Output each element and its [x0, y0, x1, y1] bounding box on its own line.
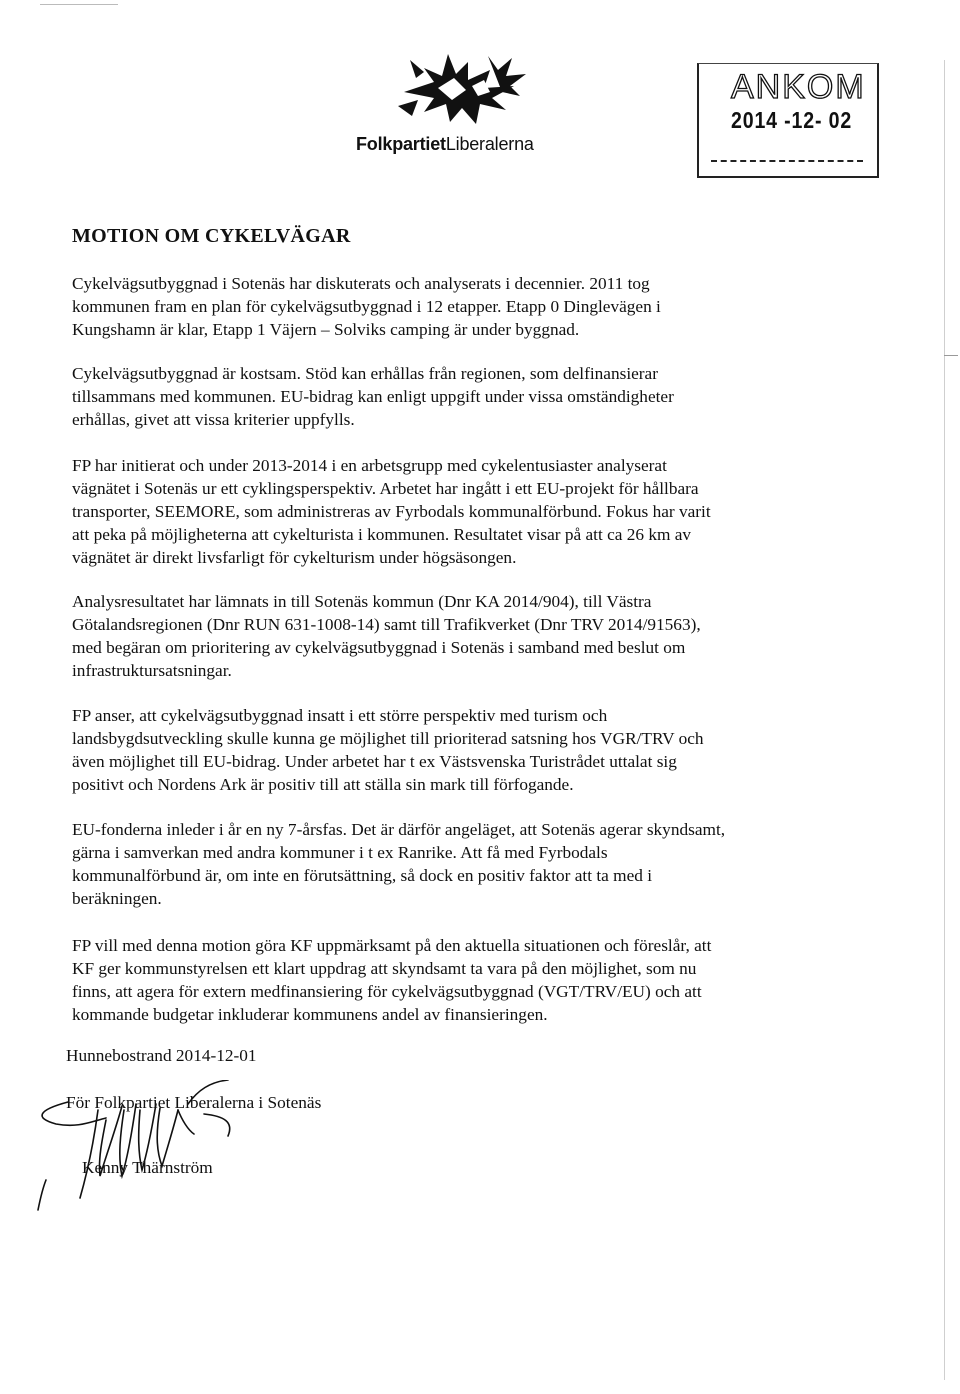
paragraph-line: även möjlighet till EU-bidrag. Under arbetet har t ex Västsvenska Turistrådet uttalat sig	[72, 752, 677, 771]
paragraph-line: kommunen fram en plan för cykelvägsutbyggnad i 12 etapper. Etapp 0 Dinglevägen i	[72, 297, 661, 316]
paragraph-line: beräkningen.	[72, 889, 162, 908]
paragraph-line: kommunalförbund är, om inte en förutsättning, så dock en positiv faktor att ta med i	[72, 866, 653, 885]
scan-edge-line	[944, 60, 945, 1380]
paragraph-line: kommande budgetar inkluderar kommunens andel av finansieringen.	[72, 1005, 548, 1024]
paragraph-line: landsbygdsutveckling skulle kunna ge möjlighet till prioriterad satsning hos VGR/TRV och	[72, 729, 704, 748]
paragraph-7	[72, 934, 852, 1026]
paragraph-4	[72, 590, 852, 682]
paragraph-line: Cykelvägsutbyggnad i Sotenäs har diskuterats och analyserats i decennier. 2011 tog	[72, 274, 650, 293]
scan-tick-mark	[944, 355, 958, 356]
paragraph-line: erhållas, givet att vissa kriterier uppfylls.	[72, 410, 355, 429]
paragraph-line: FP vill med denna motion göra KF uppmärksamt på den aktuella situationen och föreslår, att	[72, 936, 712, 955]
paragraph-line: positivt och Nordens Ark är positiv till att ställa sin mark till förfogande.	[72, 775, 574, 794]
handwritten-signature	[28, 1080, 268, 1215]
paragraph-line: att peka på möjligheterna att cykelturista i kommunen. Resultatet visar på att ca 26 km av	[72, 525, 692, 544]
party-logo	[356, 48, 552, 168]
paragraph-2	[72, 362, 852, 431]
on-behalf-line: För Folkpartiet Liberalerna i Sotenäs	[66, 1093, 322, 1112]
paragraph-line: vägnätet är direkt livsfarligt för cykelturism under högsäsongen.	[72, 548, 517, 567]
logo-wordmark	[356, 134, 576, 155]
scan-artifact-top	[40, 4, 118, 5]
received-stamp	[697, 63, 879, 178]
signatory-name: Kenny Thärnström	[82, 1158, 213, 1177]
place-date: Hunnebostrand 2014-12-01	[66, 1046, 257, 1065]
paragraph-line: tillsammans med kommunen. EU-bidrag kan enligt uppgift under vissa omständigheter	[72, 387, 674, 406]
paragraph-line: FP har initierat och under 2013-2014 i en arbetsgrupp med cykelentusiaster analyserat	[72, 456, 667, 475]
stamp-title: ANKOM	[731, 68, 866, 106]
logo-text-regular: Liberalerna	[445, 134, 534, 154]
paragraph-line: finns, att agera för extern medfinansiering för cykelvägsutbyggnad (VGT/TRV/EU) och att	[72, 982, 702, 1001]
paragraph-line: FP anser, att cykelvägsutbyggnad insatt i ett större perspektiv med turism och	[72, 706, 608, 725]
paragraph-line: Kungshamn är klar, Etapp 1 Väjern – Solviks camping är under byggnad.	[72, 320, 580, 339]
paragraph-line: gärna i samverkan med andra kommuner i t ex Ranrike. Att få med Fyrbodals	[72, 843, 608, 862]
paragraph-line: Analysresultatet har lämnats in till Sotenäs kommun (Dnr KA 2014/904), till Västra	[72, 592, 652, 611]
paragraph-line: Cykelvägsutbyggnad är kostsam. Stöd kan erhållas från regionen, som delfinansierar	[72, 364, 658, 383]
document-title: MOTION OM CYKELVÄGAR	[72, 225, 351, 247]
paragraph-line: infrastruktursatsningar.	[72, 661, 232, 680]
stamp-date: 2014 -12- 02	[731, 107, 853, 133]
paragraph-6	[72, 818, 852, 910]
logo-text-bold: Folkpartiet	[356, 134, 446, 154]
paragraph-line: transporter, SEEMORE, som administreras av Fyrbodals kommunalförbund. Fokus har varit	[72, 502, 711, 521]
paragraph-line: KF ger kommunstyrelsen ett klart uppdrag att skyndsamt ta vara på den möjlighet, som nu	[72, 959, 697, 978]
paragraph-3	[72, 454, 852, 569]
stamp-dashed-line	[711, 160, 863, 162]
paragraph-line: EU-fonderna inleder i år en ny 7-årsfas. Det är därför angeläget, att Sotenäs agerar skyndsamt,	[72, 820, 726, 839]
paragraph-line: med begäran om prioritering av cykelvägsutbyggnad i Sotenäs i samband med beslut om	[72, 638, 686, 657]
folkpartiet-liberalerna-logo-icon	[394, 48, 530, 128]
paragraph-1	[72, 272, 852, 341]
paragraph-line: Götalandsregionen (Dnr RUN 631-1008-14) samt till Trafikverket (Dnr TRV 2014/91563),	[72, 615, 701, 634]
paragraph-5	[72, 704, 852, 796]
paragraph-line: vägnätet i Sotenäs ur ett cyklingsperspektiv. Arbetet har ingått i ett EU-projekt för hållbara	[72, 479, 699, 498]
